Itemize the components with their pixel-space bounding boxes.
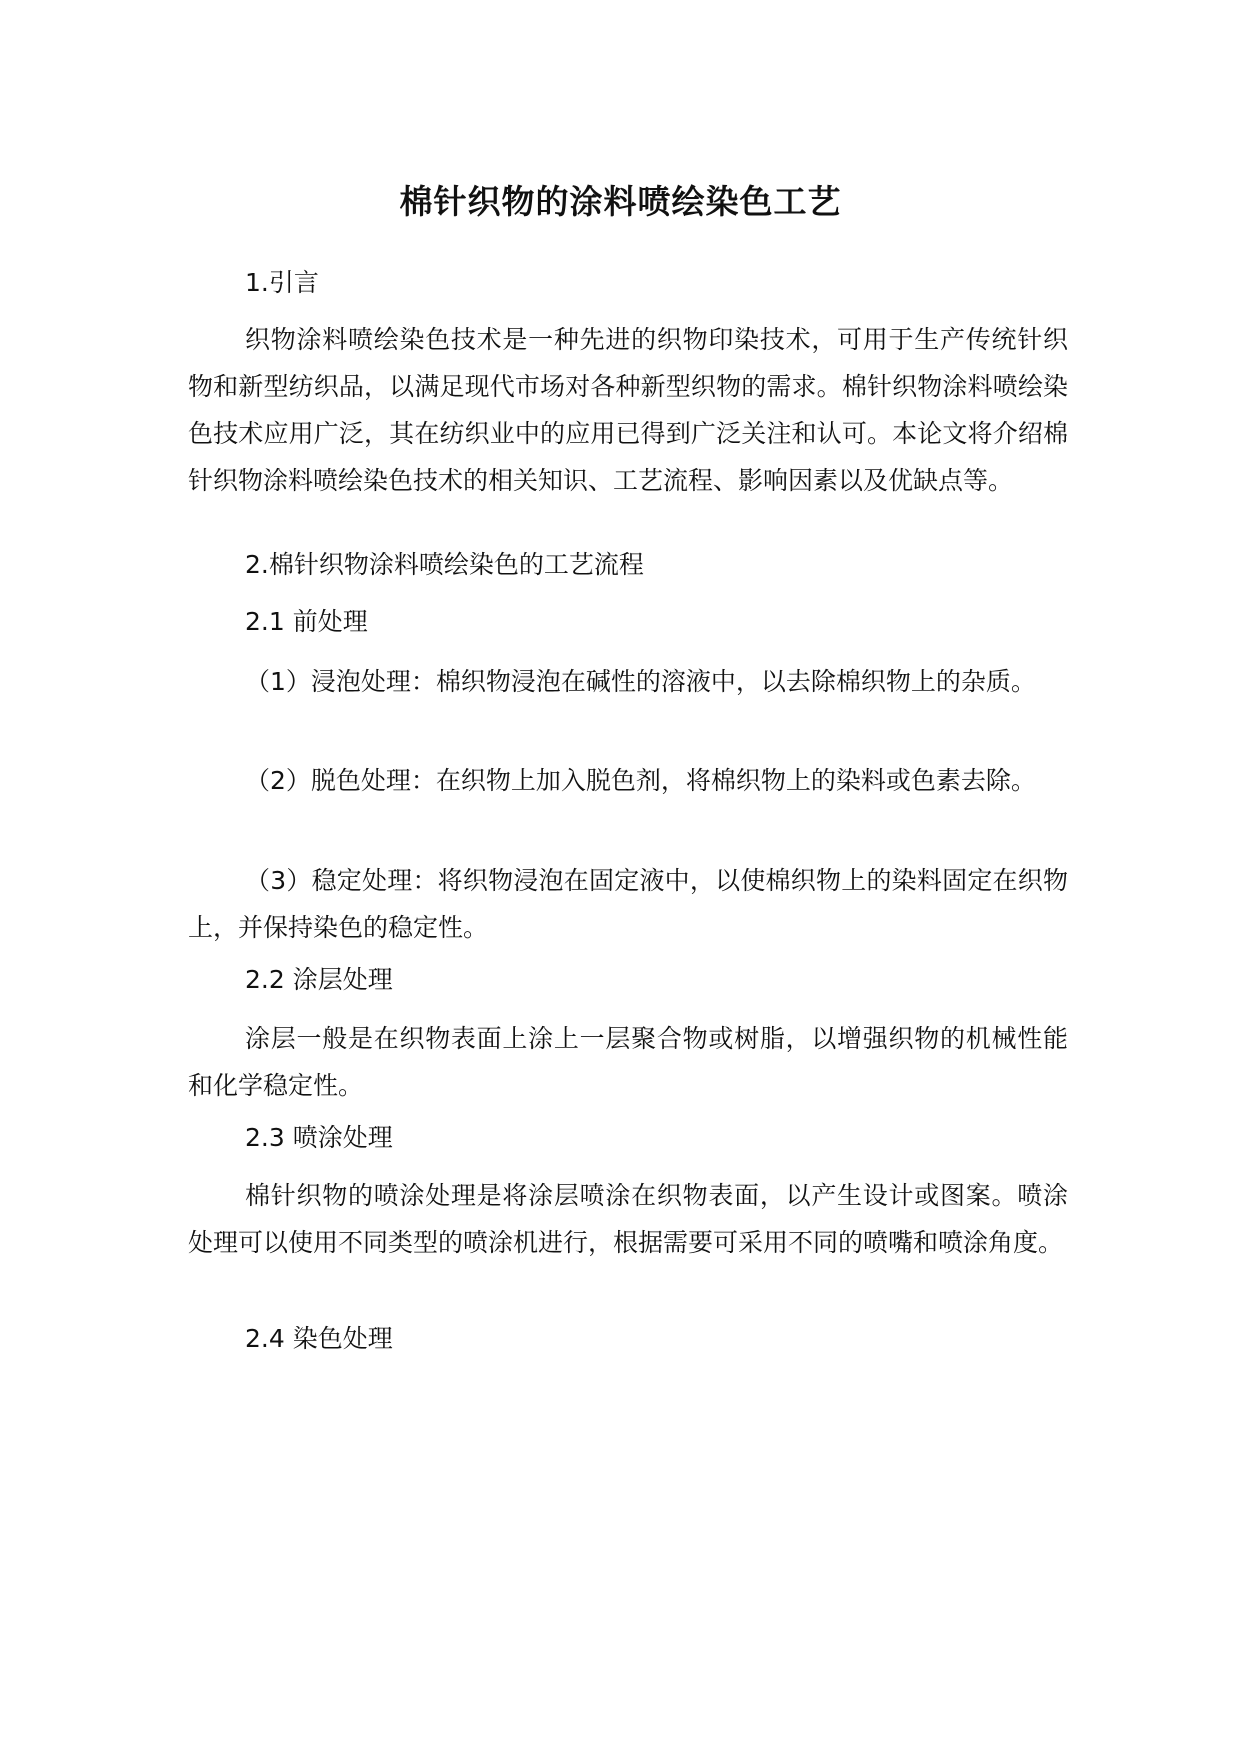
section-2-heading: 2.棉针织物涂料喷绘染色的工艺流程 bbox=[245, 550, 644, 579]
section-2-2-paragraph: 涂层一般是在织物表面上涂上一层聚合物或树脂，以增强织物的机械性能和化学稳定性。 bbox=[188, 1024, 1068, 1100]
section-2-4-heading: 2.4 染色处理 bbox=[245, 1324, 393, 1353]
section-1-paragraph: 织物涂料喷绘染色技术是一种先进的织物印染技术，可用于生产传统针织物和新型纺织品，以满足现代市场对各种新型织物的需求。棉针织物涂料喷绘染色技术应用广泛，其在纺织业中的应用已得到广泛关注和认可。本论文将介绍棉针织物涂料喷绘染色技术的相关知识、工艺流程、影响因素以及优缺点等。 bbox=[188, 325, 1068, 495]
section-2-2-heading: 2.2 涂层处理 bbox=[245, 965, 393, 994]
section-2-1-heading: 2.1 前处理 bbox=[245, 607, 368, 636]
section-2-3-heading: 2.3 喷涂处理 bbox=[245, 1123, 393, 1152]
section-2-3-paragraph: 棉针织物的喷涂处理是将涂层喷涂在织物表面，以产生设计或图案。喷涂处理可以使用不同类型的喷涂机进行，根据需要可采用不同的喷嘴和喷涂角度。 bbox=[188, 1181, 1068, 1257]
section-1-heading: 1.引言 bbox=[245, 268, 319, 297]
pretreatment-item-2: （2）脱色处理：在织物上加入脱色剂，将棉织物上的染料或色素去除。 bbox=[245, 766, 1036, 795]
pretreatment-item-3: （3）稳定处理：将织物浸泡在固定液中，以使棉织物上的染料固定在织物上，并保持染色的稳定性。 bbox=[188, 866, 1068, 942]
document-title: 棉针织物的涂料喷绘染色工艺 bbox=[399, 182, 842, 221]
pretreatment-item-1: （1）浸泡处理：棉织物浸泡在碱性的溶液中，以去除棉织物上的杂质。 bbox=[245, 667, 1036, 696]
